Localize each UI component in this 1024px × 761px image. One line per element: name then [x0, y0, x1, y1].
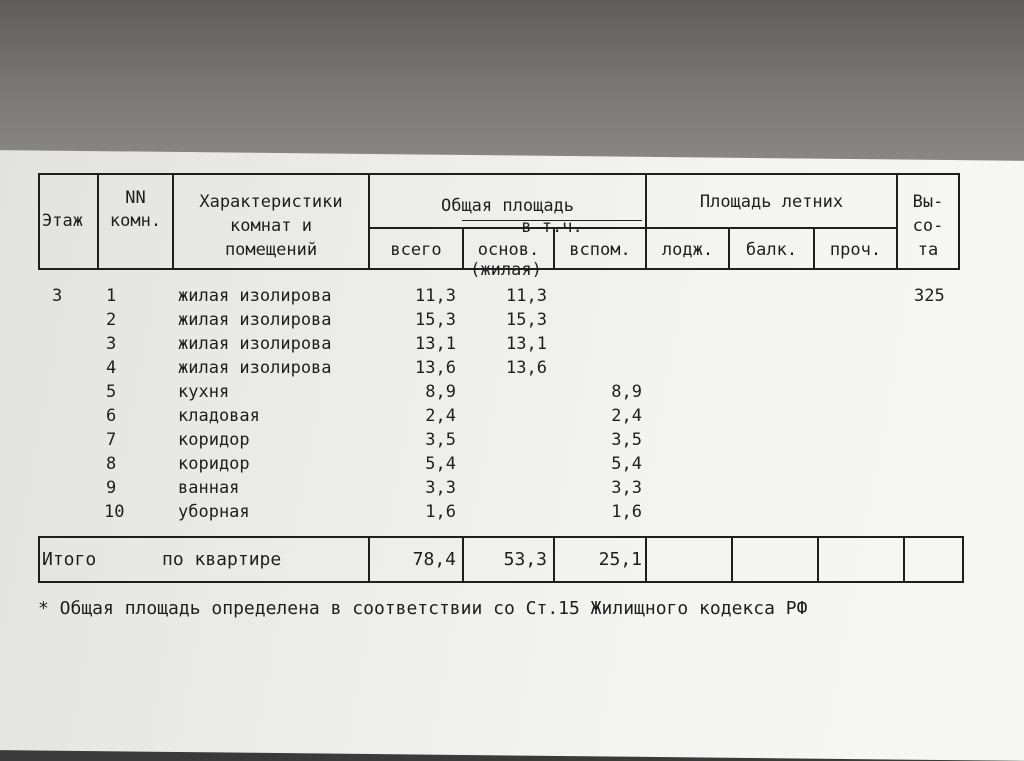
header-room-no: NN [125, 188, 146, 208]
totals-col-divider [903, 536, 905, 583]
table-row-desc: жилая изолирова [178, 358, 332, 378]
table-row-total: 11,3 [415, 286, 456, 306]
totals-aux: 25,1 [598, 549, 642, 570]
table-row-aux: 3,3 [611, 478, 642, 498]
table-row-no: 2 [106, 310, 117, 330]
table-row-total: 2,4 [425, 406, 456, 426]
table-row-desc: коридор [178, 454, 250, 474]
table-row-aux: 8,9 [611, 382, 642, 402]
totals-label: Итого [42, 549, 97, 570]
totals-label-apartment: по квартире [162, 549, 282, 570]
table-row-aux: 5,4 [611, 454, 642, 474]
table-row-no: 4 [106, 358, 117, 378]
header-other: проч. [829, 240, 882, 260]
table-row-no: 7 [106, 430, 117, 450]
table-row-aux: 1,6 [611, 502, 642, 522]
table-row-total: 5,4 [425, 454, 456, 474]
header-main: основ. [477, 240, 540, 260]
totals-col-divider [817, 536, 819, 583]
header-aux: вспом. [569, 240, 631, 260]
table-row-desc: жилая изолирова [178, 286, 332, 306]
header-loggia: лодж. [661, 240, 714, 260]
table-row-desc: кухня [178, 382, 230, 402]
totals-total: 78,4 [412, 549, 456, 570]
table-row-no: 9 [106, 478, 117, 498]
footnote: * Общая площадь определена в соответствии со Ст.15 Жилищного кодекса РФ [38, 598, 808, 619]
table-row-no: 3 [106, 334, 117, 354]
table-row-total: 3,3 [425, 478, 456, 498]
header-description: Характеристики [199, 192, 343, 212]
header-height: Вы- [912, 192, 944, 212]
header-floor: Этаж [42, 211, 83, 231]
table-row-aux: 3,5 [611, 430, 642, 450]
totals-right-border [962, 536, 964, 583]
totals-main: 53,3 [503, 549, 547, 570]
totals-col-divider [731, 536, 733, 583]
header-summer-area: Площадь летних [699, 192, 844, 212]
floor-value: 3 [52, 286, 63, 306]
table-row-total: 8,9 [425, 382, 456, 402]
table-row-desc: коридор [178, 430, 250, 450]
table-row-desc: жилая изолирова [178, 334, 332, 354]
totals-top-border [38, 536, 964, 538]
header-top-border [38, 173, 960, 175]
header-main-2: (жилая) [470, 260, 542, 280]
table-row-no: 5 [106, 382, 117, 402]
table-row-desc: ванная [178, 478, 240, 498]
table-row-no: 8 [106, 454, 117, 474]
table-row-total: 13,1 [415, 334, 456, 354]
table-row-no: 10 [104, 502, 125, 522]
header-total: всего [390, 240, 442, 260]
table-row-no: 1 [106, 286, 117, 306]
header-balcony: балк. [745, 240, 798, 260]
table-row-desc: уборная [178, 502, 250, 522]
table-row-no: 6 [106, 406, 117, 426]
table-row-desc: кладовая [178, 406, 260, 426]
header-description-3: помещений [224, 240, 318, 260]
header-height-3: та [917, 240, 939, 260]
table-row-main: 11,3 [506, 286, 547, 306]
header-left-border [38, 173, 40, 270]
totals-col-divider [645, 536, 647, 583]
table-row-total: 3,5 [425, 430, 456, 450]
height-value: 325 [914, 286, 945, 306]
header-right-border [958, 173, 960, 270]
table-row-total: 1,6 [425, 502, 456, 522]
table-row-main: 13,6 [506, 358, 547, 378]
totals-bottom-border [38, 581, 964, 583]
header-description-2: комнат и [230, 216, 312, 236]
table-row-desc: жилая изолирова [178, 310, 332, 330]
table-row-aux: 2,4 [611, 406, 642, 426]
header-height-2: со- [912, 216, 944, 236]
table-row-total: 15,3 [415, 310, 456, 330]
table-row-main: 15,3 [506, 310, 547, 330]
table-row-total: 13,6 [415, 358, 456, 378]
header-incl: в т.ч. [521, 217, 583, 237]
header-total-area: Общая площадь [440, 196, 575, 216]
table-row-main: 13,1 [506, 334, 547, 354]
totals-left-border [38, 536, 40, 583]
header-room-no-2: комн. [109, 211, 162, 231]
